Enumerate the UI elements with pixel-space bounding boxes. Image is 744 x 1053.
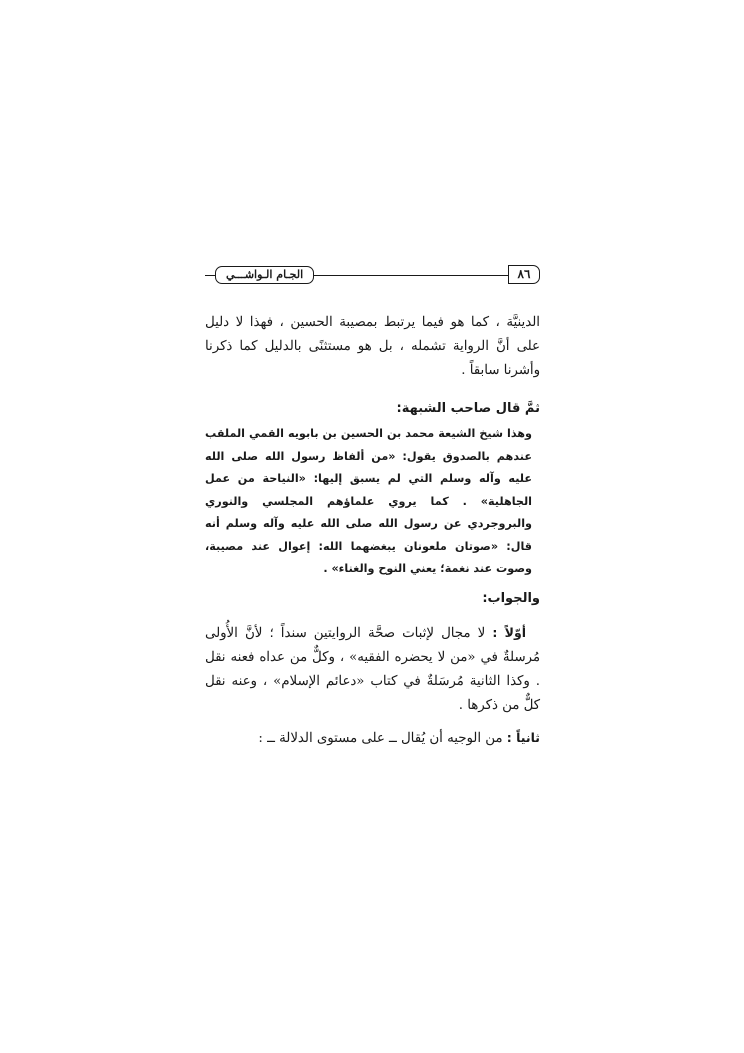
page-header <box>205 265 540 287</box>
page-number: ٨٦ <box>508 265 540 284</box>
running-title: الجـام الـواشـــي <box>215 266 314 284</box>
paragraph-continuation: الدينيَّة ، كما هو فيما يرتبط بمصيبة الحسين ، فهذا لا دليل على أنَّ الرواية تشمله ، بل هو مستثنًى بالدليل كما ذكرنا وأشرنا سابقاً . <box>205 315 540 378</box>
answer-first-lead: أوّلاً : <box>492 624 526 640</box>
heading-doubt-author: ثمَّ قال صاحب الشبهة: <box>396 401 540 416</box>
book-page <box>205 265 540 751</box>
answer-first-point <box>205 621 540 718</box>
heading-answer: والجواب: <box>482 590 540 606</box>
answer-second-text: من الوجيه أن يُقال ــ على مستوى الدلالة ــ : <box>258 730 507 746</box>
answer-first-text: لا مجال لإثبات صحَّة الروايتين سنداً ؛ لأنَّ الأُولى مُرسلةٌ في «من لا يحضره الفقيه» ، وكلٌّ من عداه فعنه نقل . وكذا الثانية مُرسَلةٌ في كتاب «دعائم الإسلام» ، وعنه نقل كلٌّ من ذكرها . <box>205 625 540 713</box>
answer-second-lead: ثانياً : <box>506 729 540 745</box>
quoted-doubt: وهذا شيخ الشيعة محمد بن الحسين بن بابويه القمي الملقب عندهم بالصدوق يقول: «من ألفاظ رسول الله صلى الله عليه وآله وسلم التي لم يسبق إليها: «النياحة من عمل الجاهلية» . كما يروي علماؤهم المجلسي والنوري والبروجردي عن رسول الله صلى الله عليه وآله وسلم أنه قال: «صوتان ملعونان يبغضهما الله: إعوال عند مصيبة، وصوت عند نغمة؛ يعني النوح والغناء» . <box>205 427 532 575</box>
answer-second-point <box>205 726 540 751</box>
